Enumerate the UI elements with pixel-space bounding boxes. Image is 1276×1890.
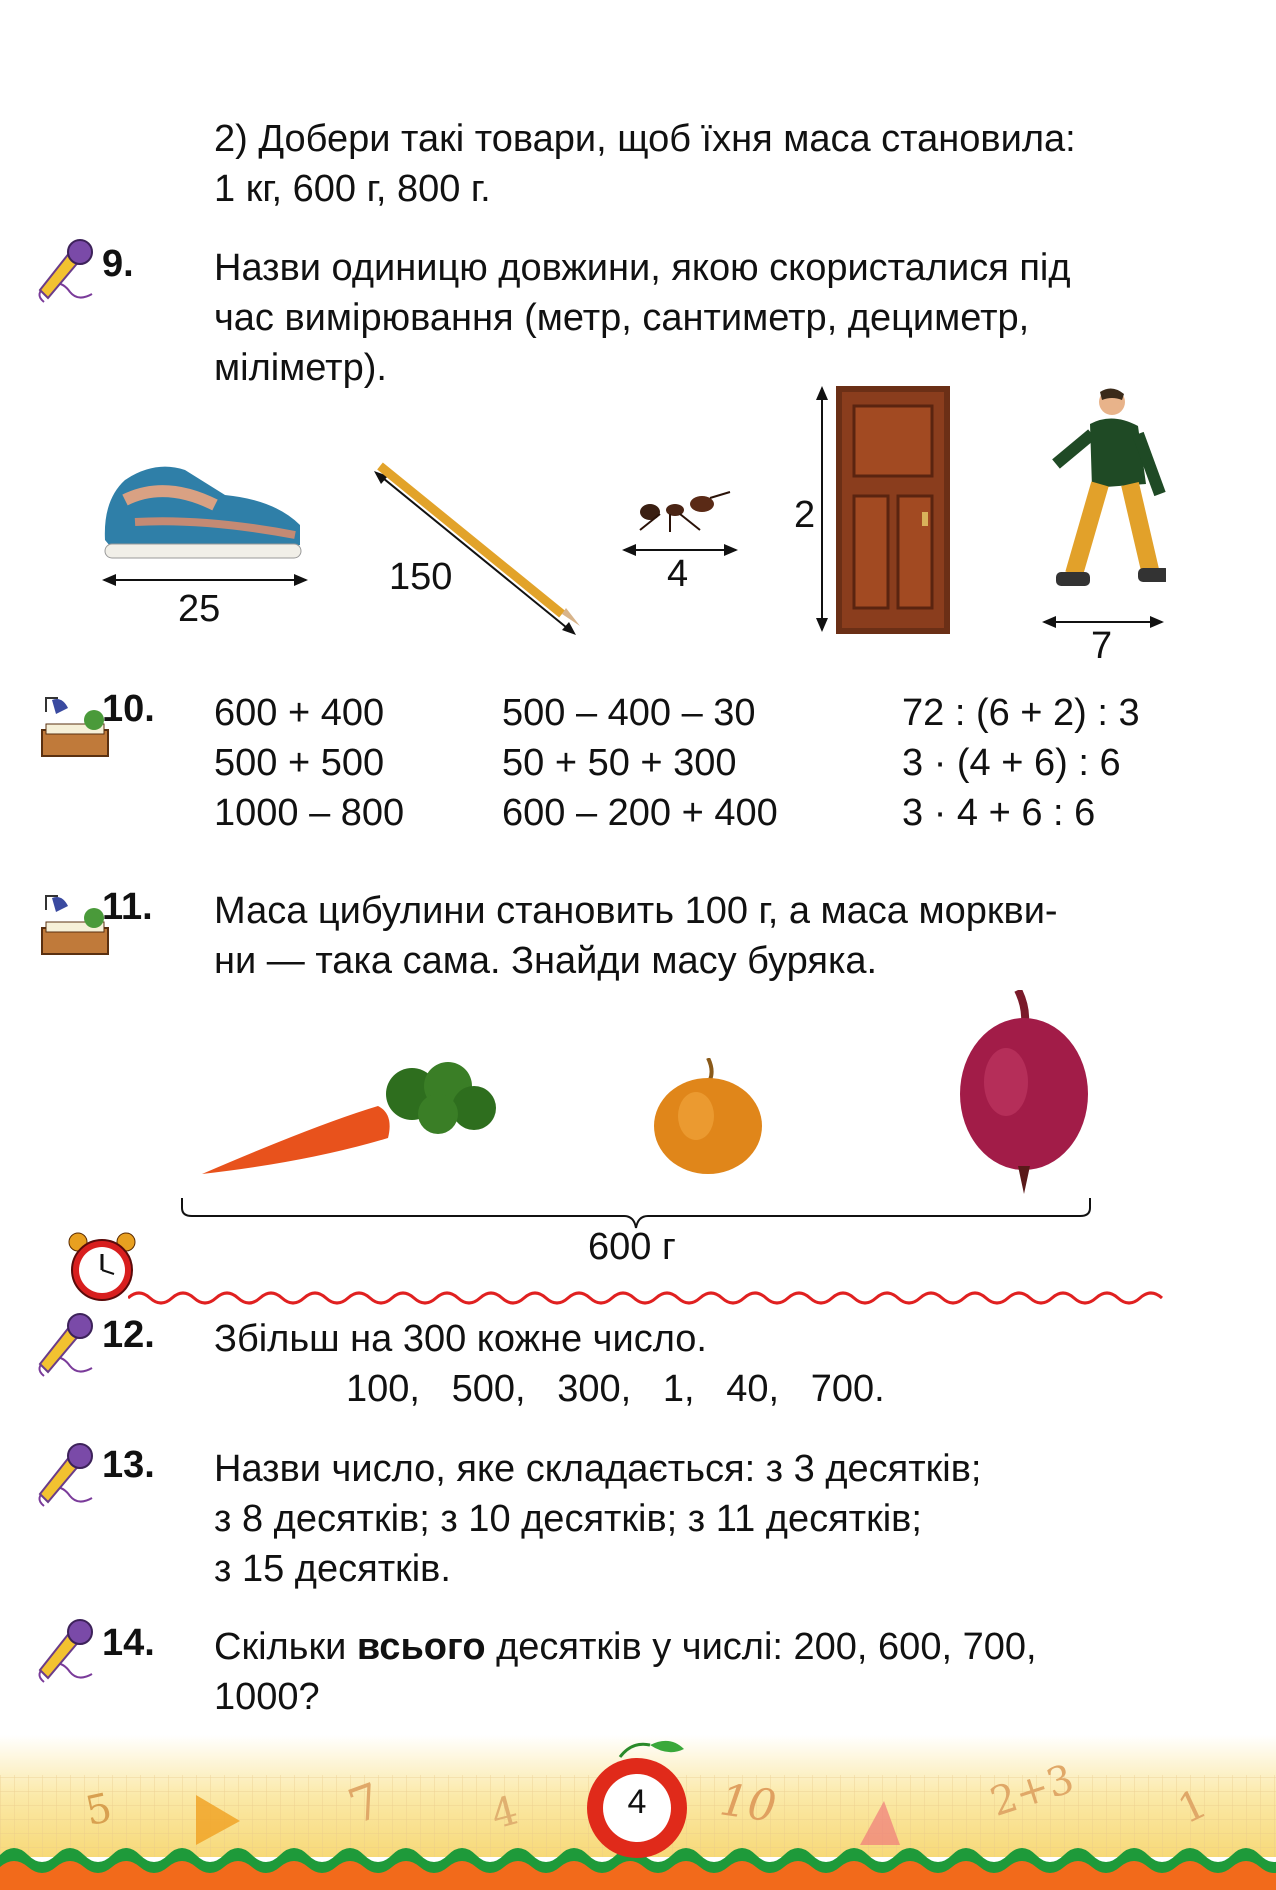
ant-length-label: 4 — [667, 553, 689, 595]
task-14-text-post: десятків у числі: 200, 600, 700, — [485, 1626, 1037, 1668]
task-14-line-1 — [214, 1622, 1037, 1672]
section-divider-wave — [128, 1288, 1176, 1308]
onion-image — [652, 1058, 764, 1176]
task-13-line-1: Назви число, яке складається: з 3 десятків; — [214, 1448, 982, 1490]
sneaker-image — [95, 440, 310, 570]
task-9-number: 9. — [102, 243, 134, 285]
task-10-col2-row1: 500 – 400 – 30 — [502, 692, 756, 734]
shoe-length-label: 25 — [178, 588, 221, 630]
total-mass-label: 600 г — [588, 1226, 676, 1268]
task-11-line-2: ни — така сама. Знайди масу буряка. — [214, 940, 878, 982]
beet-image — [958, 990, 1092, 1196]
task-11-number: 11. — [102, 886, 153, 928]
microphone-icon — [30, 1436, 100, 1516]
task-10-number: 10. — [102, 688, 155, 730]
task-10-col3-row1: 72 : (6 + 2) : 3 — [902, 692, 1140, 734]
task-14-line-2: 1000? — [214, 1676, 320, 1718]
microphone-icon — [30, 1306, 100, 1386]
pencil-length-label: 150 — [389, 556, 453, 598]
pencil-image — [366, 462, 586, 642]
footer-deco-digit: 7 — [341, 1772, 390, 1836]
task-13-number: 13. — [102, 1444, 155, 1486]
microphone-icon — [30, 232, 100, 312]
task-10-col3-row2: 3 · (4 + 6) : 6 — [902, 742, 1121, 784]
task-13-line-2: з 8 десятків; з 10 десятків; з 11 десятків; — [214, 1498, 922, 1540]
shoe-length-arrow — [100, 570, 310, 590]
task-10-col2-row3: 600 – 200 + 400 — [502, 792, 778, 834]
task-12-line-1: Збільш на 300 кожне число. — [214, 1318, 707, 1360]
task-14-text-pre: Скільки — [214, 1626, 357, 1668]
intro-line-1: 2) Добери такі товари, щоб їхня маса становила: — [214, 118, 1076, 160]
task-10-col1-row2: 500 + 500 — [214, 742, 385, 784]
footer-deco-digit: 1 — [1171, 1780, 1214, 1834]
page-number: 4 — [627, 1783, 647, 1821]
task-9-line-3: міліметр). — [214, 347, 387, 389]
person-step-label: 7 — [1091, 625, 1113, 667]
intro-line-2: 1 кг, 600 г, 800 г. — [214, 168, 491, 210]
task-10-col1-row1: 600 + 400 — [214, 692, 385, 734]
door-height-label: 2 — [794, 494, 816, 536]
task-12-numbers: 100, 500, 300, 1, 40, 700. — [346, 1368, 885, 1410]
footer-deco-digit: 4 — [486, 1787, 523, 1839]
microphone-icon — [30, 1612, 100, 1692]
door-image — [836, 386, 950, 634]
task-9-line-1: Назви одиницю довжини, якою скористалися під — [214, 247, 1071, 289]
footer-deco-digit: 2+3 — [984, 1756, 1080, 1826]
walking-person-image — [1050, 384, 1166, 610]
task-9-line-2: час вимірювання (метр, сантиметр, дециметр, — [214, 297, 1030, 339]
task-10-col3-row3: 3 · 4 + 6 : 6 — [902, 792, 1096, 834]
footer-deco-digit: 10 — [716, 1774, 780, 1833]
task-10-col1-row3: 1000 – 800 — [214, 792, 405, 834]
task-14-number: 14. — [102, 1622, 155, 1664]
carrot-image — [198, 1054, 504, 1182]
task-14-bold-word: всього — [356, 1626, 486, 1668]
ant-image — [620, 486, 740, 536]
task-12-number: 12. — [102, 1314, 155, 1356]
footer-deco-digit: 5 — [81, 1784, 116, 1836]
task-10-col2-row2: 50 + 50 + 300 — [502, 742, 737, 784]
task-13-line-3: з 15 десятків. — [214, 1548, 451, 1590]
task-11-line-1: Маса цибулини становить 100 г, а маса моркви- — [214, 890, 1058, 932]
